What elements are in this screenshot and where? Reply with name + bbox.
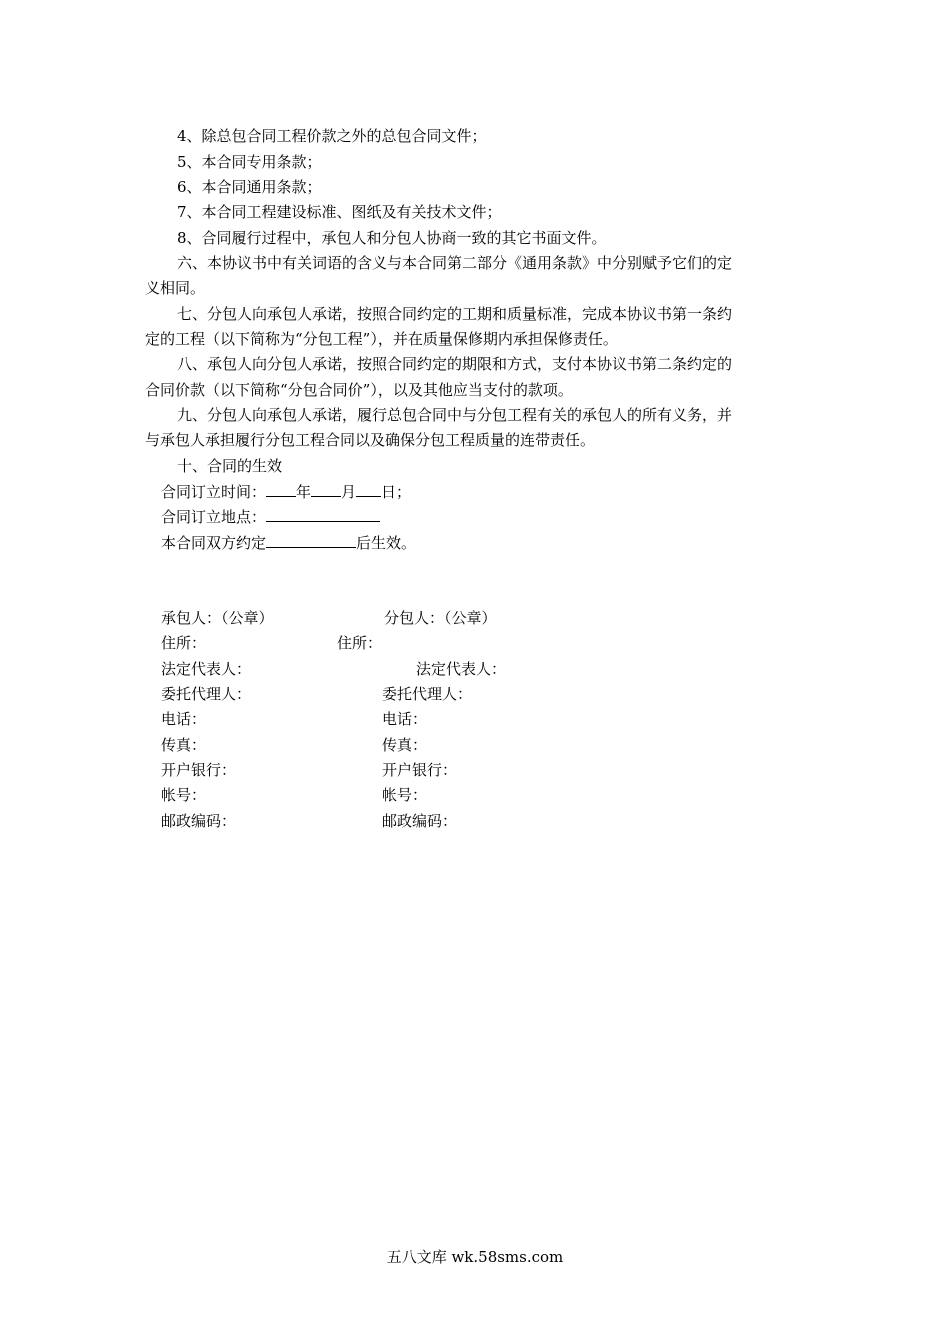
list-item-8: 8、合同履行过程中，承包人和分包人协商一致的其它书面文件。 (177, 229, 607, 247)
contractor-address: 住所： (161, 634, 207, 652)
subcontractor-legal-rep: 法定代表人： (416, 660, 507, 678)
contractor-legal-rep: 法定代表人： (161, 660, 252, 678)
effect-agreement-line (161, 532, 416, 553)
subcontractor-phone: 电话： (382, 710, 428, 728)
subcontractor-seal: 分包人：（公章） (384, 609, 497, 627)
clause-six-line1: 六、本协议书中有关词语的含义与本合同第二部分《通用条款》中分别赋予它们的定 (177, 254, 733, 272)
month-label: 月 (341, 483, 357, 501)
effect-agree-prefix: 本合同双方约定 (161, 534, 267, 552)
contractor-account: 帐号： (161, 786, 207, 804)
contractor-postcode: 邮政编码： (161, 812, 237, 830)
list-item-4: 4、除总包合同工程价款之外的总包合同文件； (177, 127, 487, 145)
subcontractor-postcode: 邮政编码： (382, 812, 458, 830)
day-label: 日； (381, 483, 412, 501)
subcontractor-account: 帐号： (382, 786, 428, 804)
clause-eight-line1: 八、承包人向分包人承诺，按照合同约定的期限和方式，支付本协议书第二条约定的 (177, 355, 733, 373)
place-blank (266, 506, 380, 522)
contract-time-label: 合同订立时间： (161, 483, 267, 501)
clause-seven-line2: 定的工程（以下简称为“分包工程”），并在质量保修期内承担保修责任。 (145, 330, 618, 348)
year-label: 年 (296, 483, 312, 501)
contract-place-line (161, 506, 380, 527)
subcontractor-address: 住所： (337, 634, 383, 652)
contractor-bank: 开户银行： (161, 761, 237, 779)
clause-ten-heading: 十、合同的生效 (177, 457, 283, 475)
contractor-fax: 传真： (161, 736, 207, 754)
list-item-5: 5、本合同专用条款； (177, 153, 322, 171)
list-item-7: 7、本合同工程建设标准、图纸及有关技术文件； (177, 203, 502, 221)
month-blank (311, 481, 341, 497)
contractor-agent: 委托代理人： (161, 685, 252, 703)
contractor-phone: 电话： (161, 710, 207, 728)
page-footer: 五八文库 wk.58sms.com (386, 1248, 564, 1266)
clause-eight-line2: 合同价款（以下简称“分包合同价”），以及其他应当支付的款项。 (145, 381, 573, 399)
year-blank (266, 481, 296, 497)
contract-place-label: 合同订立地点： (161, 508, 267, 526)
effect-blank (266, 532, 356, 548)
clause-nine-line1: 九、分包人向承包人承诺，履行总包合同中与分包工程有关的承包人的所有义务，并 (177, 406, 733, 424)
contract-time-line (161, 481, 411, 502)
clause-six-line2: 义相同。 (145, 279, 206, 297)
contractor-seal: 承包人：（公章） (161, 609, 274, 627)
subcontractor-agent: 委托代理人： (382, 685, 473, 703)
clause-nine-line2: 与承包人承担履行分包工程合同以及确保分包工程质量的连带责任。 (145, 431, 596, 449)
day-blank (356, 481, 381, 497)
subcontractor-bank: 开户银行： (382, 761, 458, 779)
subcontractor-fax: 传真： (382, 736, 428, 754)
list-item-6: 6、本合同通用条款； (177, 178, 322, 196)
effect-agree-suffix: 后生效。 (356, 534, 417, 552)
clause-seven-line1: 七、分包人向承包人承诺，按照合同约定的工期和质量标准，完成本协议书第一条约 (177, 305, 733, 323)
